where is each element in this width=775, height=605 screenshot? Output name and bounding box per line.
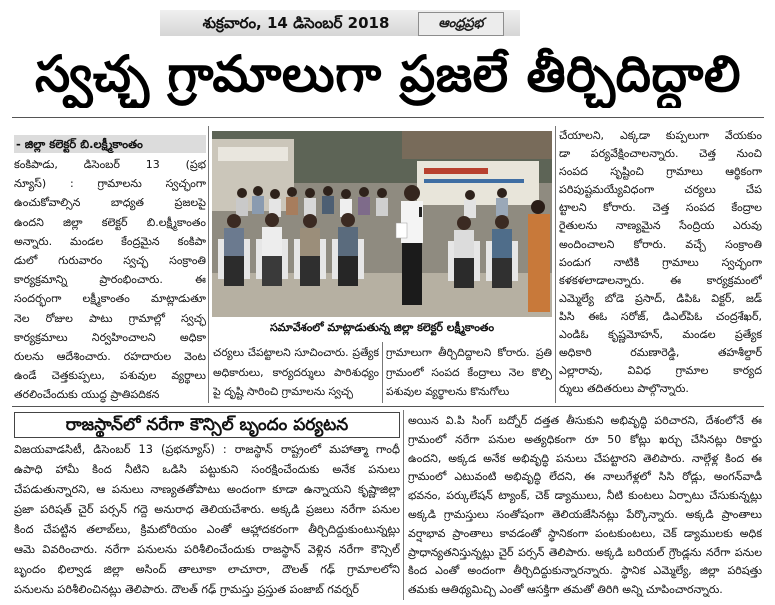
text-line: వర్షాభావ ప్రాంతాలు కావడంతో స్థానికంగా పంటకుంటలు, చెక్ డ్యాములకు అధిక: [408, 526, 762, 540]
byline: - జిల్లా కలెక్టర్ బి.లక్ష్మీకాంతం: [14, 135, 206, 153]
text-line: అన్నారు. మండల కేంద్రమైన కంకిపా: [14, 234, 206, 248]
column-divider: [382, 342, 383, 403]
text-line: అధికారులు, కార్యదర్శులు పారిశుధ్యం: [213, 365, 379, 379]
banner-stripe: [424, 168, 488, 174]
text-line: బృందం భిల్వాడ జిల్లా అసింద్ తాలూకా లాచూరా, దౌలత్ గఢ్ గ్రామాలలోని: [14, 563, 400, 576]
text-line: ప్రజా పరిషత్ చైర్ పర్సన్ గద్దె అనురాధ తెలియచేశారు. అక్కడి ప్రజలు నరేగా పనుల: [14, 503, 400, 516]
column-divider: [555, 126, 556, 403]
text-line: తరలించేందుకు యుద్ధ ప్రాతిపదికన: [14, 388, 160, 402]
article2-column-right: [408, 412, 762, 600]
text-line: అక్కడి గ్రామస్తులు సంతోషంగా తెలియజేసినట్లు పేర్కొన్నారు. అక్కడి ప్రాంతాలు: [408, 507, 762, 521]
text-line: పనులను పరిశీలించినట్లు తెలిపారు. దౌలత్ గఢ్ గ్రామస్తు ప్రస్తుత పంజాబ్ గవర్నర్: [14, 583, 359, 596]
text-line: ఉంచుకోవాల్సిన బాధ్యత ప్రజలపై: [14, 196, 206, 210]
meeting-photo: [212, 131, 552, 317]
column-divider: [403, 410, 404, 600]
text-line: గ్రామంలో ఎటువంటి అభివృద్ధి లేదని, ఈ నాలుగేళ్లలో సిసి రోడ్లు, అంగన్‌వాడీ: [408, 470, 762, 484]
text-line: కంకిపాడు, డిసెంబర్ 13 (ప్రభ: [14, 158, 206, 171]
article2-column-left: [14, 440, 400, 600]
text-line: కార్యక్రమాలు నిర్వహించాలని అధికా: [14, 330, 206, 344]
text-line: సంపద సృష్టించి గ్రామాలు ఆర్థికంగా: [559, 165, 762, 179]
text-line: గ్రామంలో సంపద కేంద్రాలు నెల కొల్పి: [386, 365, 552, 379]
text-line: ఉండే చెత్తకుప్పలు, పశువుల వ్యర్థాలు: [14, 369, 206, 383]
text-line: ఎమ్మెల్యే బోడె ప్రసాద్, డిపిఓ విక్టర్, జడ్: [559, 291, 762, 305]
text-line: ఎండిఓ కృష్ణమోహన్, మండల ప్రత్యేక: [559, 328, 762, 342]
text-line: పశువుల వ్యర్థాలను కొనుగోలు: [386, 385, 510, 398]
text-line: కింద చేపట్టిన తలాబ్‌లు, క్రిమటోరియం ఎంతో ఆహ్లాదకరంగా తీర్చిదిద్దుకుంటున్నట్లు: [14, 523, 400, 536]
building-right: [402, 131, 552, 159]
text-line: పై దృష్టి సారించి గ్రామాలను స్వచ్ఛ: [213, 385, 354, 398]
text-line: అయిన వి.పి సింగ్ బద్నోర్ దత్తత తీసుకుని అభివృద్ధి పరిచారని, దేశంలోనే ఈ: [408, 414, 762, 427]
text-line: గ్రామాలుగా తీర్చిదిద్దాలని కోరారు. ప్రతి: [386, 346, 552, 359]
second-headline: రాజస్థాన్‌లో నరేగా కౌన్సిల్ బృందం పర్యటన: [14, 412, 400, 438]
text-line: కళకళలాడాలన్నారు. ఈ కార్యక్రమంలో: [559, 273, 762, 287]
text-line: రైతులను నాణ్యమైన సేంద్రియ ఎరువు: [559, 219, 762, 233]
text-line: ఆమె వివరించారు. నరేగా పనులను పరిశీలించేందుకు రాజస్థాన్ వెళ్లిన నరేగా కౌన్సిల్: [14, 543, 400, 556]
text-line: ప్రాధాన్యతనిస్తున్నట్లు చైర్ పర్సన్ తెలిపారు. అక్కడి బరియల్ గ్రౌండ్లను నరేగా పనుల: [408, 545, 762, 559]
text-line: అధికారి రమణారెడ్డి, తహశీల్దార్: [559, 346, 762, 360]
text-line: అందించాలని కోరారు. వచ్చే సంక్రాంతి: [559, 237, 762, 251]
text-line: డులో గురువారం స్వచ్ఛ సంక్రాంతి: [14, 253, 206, 267]
text-line: న్యూస్) : గ్రామాలను స్వచ్ఛంగా: [14, 177, 206, 191]
main-headline: స్వచ్ఛ గ్రామాలుగా ప్రజలే తీర్చిదిద్దాలి: [34, 45, 742, 103]
article-column-4: [559, 127, 762, 403]
headline-divider: [12, 117, 764, 118]
text-line: చేయాలని, ఎక్కడా కుప్పలుగా వేయకుం: [559, 129, 762, 142]
article-column-3: [386, 343, 552, 403]
standing-woman: [528, 200, 550, 312]
photo-caption: సమావేశంలో మాట్లాడుతున్న జిల్లా కలెక్టర్ లక్ష్మీకాంతం: [269, 321, 495, 334]
text-line: తమకు ఆతిథ్యమిచ్చి ఎంతో ఆసక్తిగా తమతో తిరిగి అన్ని చూపించారన్నారు.: [408, 583, 723, 597]
text-line: ఉందని జిల్లా కలెక్టర్ బి.లక్ష్మీకాంతం: [14, 215, 206, 229]
text-line: ఎల్లారావు, వివిధ గ్రామాల కార్యద: [559, 364, 762, 378]
text-line: భవనం, పర్కులేషన్ ట్యాంక్, చెక్ డ్యాములు, నీటి కుంటలు ఏర్పాటు చేసుకున్నట్లు: [408, 489, 762, 503]
text-line: నెల రోజుల పాటు గ్రామాల్లో స్వచ్ఛ: [14, 311, 206, 325]
newspaper-logo: ఆంధ్రప్రభ: [418, 12, 504, 36]
text-line: సందర్భంగా లక్ష్మీకాంతం మాట్లాడుతూ: [14, 292, 206, 306]
text-line: గ్రామంలో నరేగా పనుల అత్యధికంగా రూ 50 కోట్లు ఖర్చు చేసినట్లు రికార్డు: [408, 432, 762, 446]
text-line: పిసి ఈఓ సరోజ్, డిఎల్‌పిఓ చంద్రశేఖర్,: [559, 309, 762, 323]
text-line: విజయవాడసిటీ, డిసెంబర్ 13 (ప్రభన్యూస్) : రాజస్థాన్ రాష్ట్రంలో మహాత్మా గాంధీ: [14, 443, 400, 456]
text-line: ఉందని, అక్కడ అనేక అభివృద్ధి పనులు చేపట్టారని తెలిపారు. నాల్గేళ్ల కింద ఈ: [408, 451, 762, 465]
text-line: కింద ఎంతో అందంగా తీర్చిదిద్దుకున్నారన్నారు. స్థానిక ఎమ్మెల్యే, జిల్లా పరిషత్తు: [408, 564, 762, 578]
column-divider: [208, 126, 209, 403]
text-line: కార్యక్రమాన్ని ప్రారంభించారు. ఈ: [14, 273, 206, 287]
article-divider: [12, 406, 764, 407]
article-column-1: [14, 155, 206, 403]
text-line: డా పర్యవేక్షించాలన్నారు. చెత్త నుంచి: [559, 147, 762, 161]
text-line: రులను ఆదేశించారు. రహదారుల వెంట: [14, 349, 206, 363]
text-line: పండుగ నాటికి గ్రామాలు స్వచ్ఛంగా: [559, 255, 762, 269]
text-line: ర్శులు తదితరులు పాల్గొన్నారు.: [559, 382, 689, 396]
article-column-2: [213, 343, 379, 403]
meeting-photo-illustration: [212, 131, 552, 317]
signboard: [218, 147, 288, 161]
banner-stripe: [424, 179, 524, 183]
edition-date: శుక్రవారం, 14 డిసెంబర్ 2018: [202, 14, 390, 32]
text-line: చర్యలు చేపట్టాలని సూచించారు. ప్రత్యేక: [213, 346, 379, 359]
text-line: పరిపుష్టమయ్యేవిధంగా చర్యలు చేప: [559, 183, 762, 197]
text-line: ఉపాధి హామీ కింద నీటిని ఒడిసి పట్టుకుని సంరక్షించేందుకు అనేక పనులు: [14, 463, 400, 476]
text-line: చేపడుతున్నారని, ఆ పనులు నాణ్యతతోపాటు అందంగా కూడా ఉన్నాయని కృష్ణాజిల్లా: [14, 483, 400, 496]
text-line: ట్టాలని కోరారు. చెత్త సంపద కేంద్రాల: [559, 201, 762, 215]
